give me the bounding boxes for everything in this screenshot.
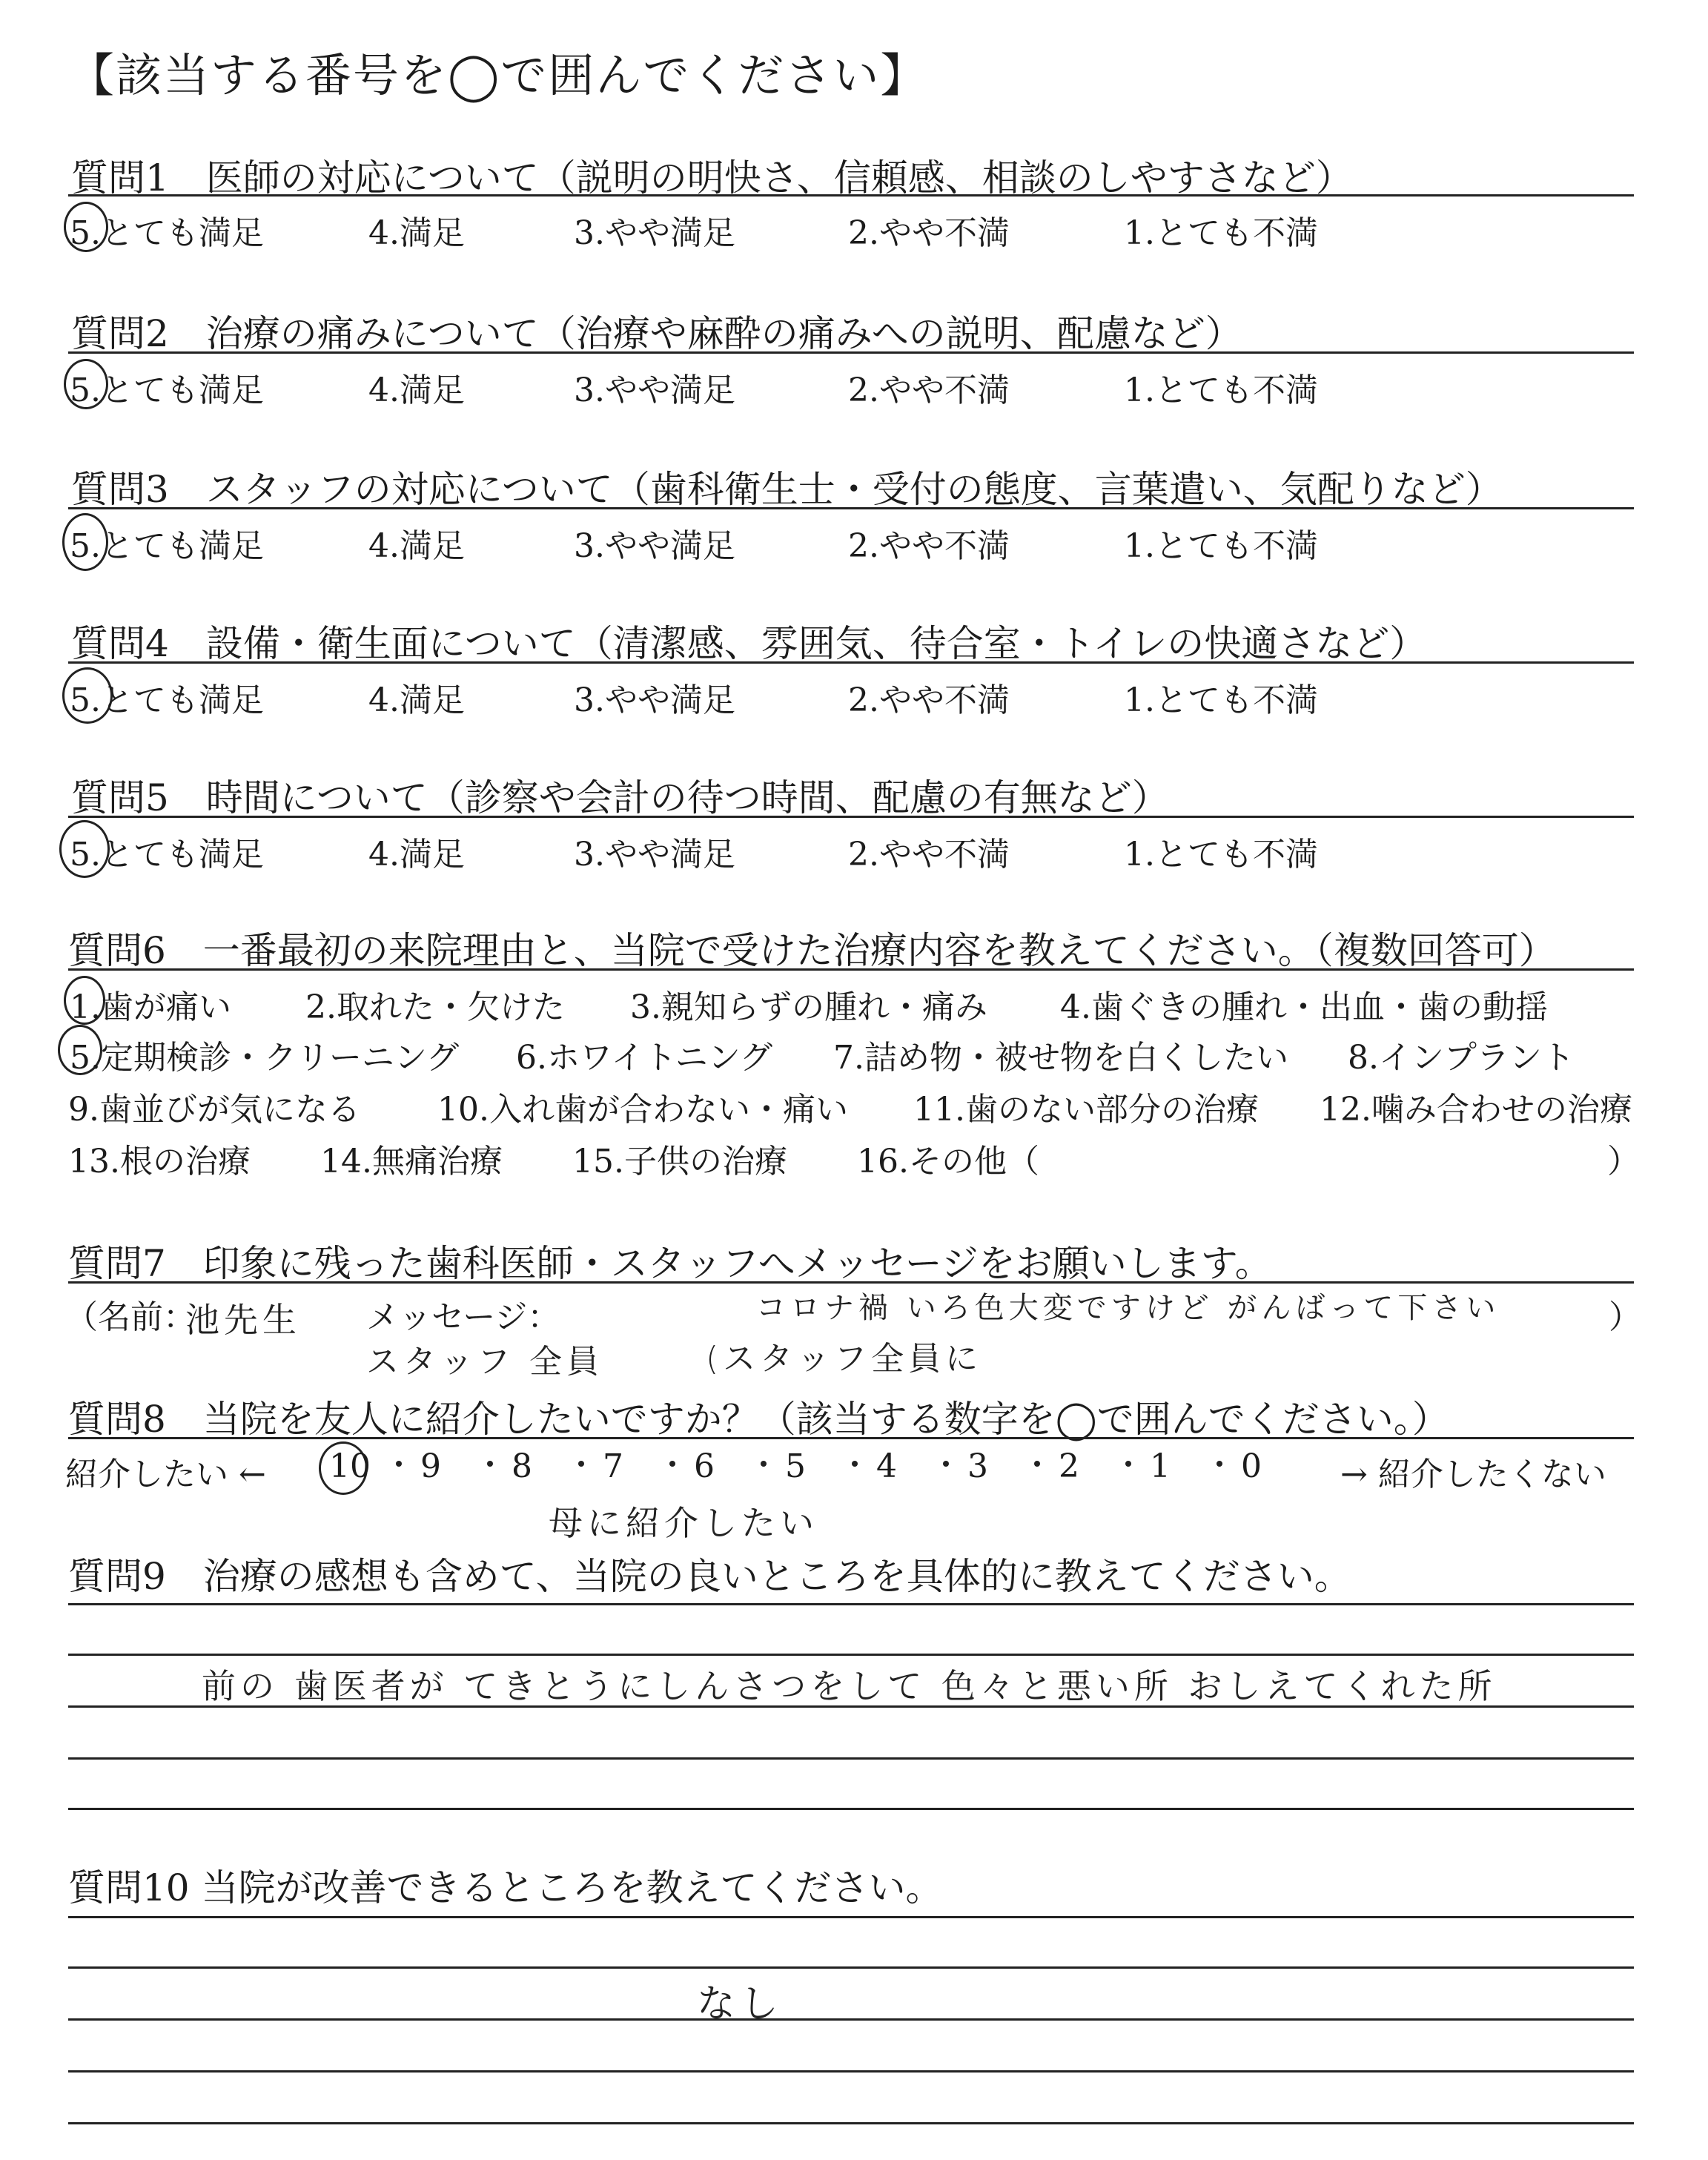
- answer-line: [68, 2070, 1634, 2073]
- q6-option-3[interactable]: 3.親知らずの腫れ・痛み: [630, 988, 987, 1026]
- separator-dot: [852, 1461, 858, 1467]
- q6-option-10[interactable]: 10.入れ歯が合わない・痛い: [437, 1091, 848, 1129]
- option-3[interactable]: 3.やや満足: [574, 214, 735, 252]
- q6-option-13[interactable]: 13.根の治療: [68, 1143, 251, 1180]
- answer-line: [68, 1757, 1634, 1760]
- option-5[interactable]: 5.とても満足: [70, 371, 264, 409]
- question-6-title: 質問6 一番最初の来院理由と、当院で受けた治療内容を教えてください。（複数回答可）: [68, 929, 1556, 972]
- option-4[interactable]: 4.満足: [368, 214, 465, 252]
- option-3[interactable]: 3.やや満足: [574, 371, 735, 409]
- option-2[interactable]: 2.やや不満: [848, 681, 1010, 719]
- separator-dot: [396, 1461, 402, 1467]
- option-2[interactable]: 2.やや不満: [848, 836, 1010, 873]
- q6-option-2[interactable]: 2.取れた・欠けた: [305, 988, 565, 1026]
- handwritten-name[interactable]: 池先生: [185, 1300, 301, 1340]
- q6-option-6[interactable]: 6.ホワイトニング: [516, 1039, 773, 1077]
- option-4[interactable]: 4.満足: [368, 371, 465, 409]
- q6-option-9[interactable]: 9.歯並びが気になる: [68, 1091, 360, 1129]
- q6-option-5[interactable]: 5.定期検診・クリーニング: [70, 1039, 460, 1077]
- message-label: メッセージ：: [366, 1298, 560, 1336]
- separator-dot: [578, 1461, 584, 1467]
- option-5[interactable]: 5.とても満足: [70, 527, 264, 565]
- divider: [68, 507, 1634, 509]
- option-2[interactable]: 2.やや不満: [848, 527, 1010, 565]
- separator-dot: [487, 1461, 493, 1467]
- answer-line: [68, 1603, 1634, 1605]
- handwritten-message-line2[interactable]: (スタッフ全員に: [706, 1340, 983, 1378]
- option-1[interactable]: 1.とても不満: [1124, 214, 1318, 252]
- answer-line: [68, 1705, 1634, 1708]
- q6-option-11[interactable]: 11.歯のない部分の治療: [913, 1091, 1259, 1129]
- handwritten-note[interactable]: 母に紹介したい: [549, 1503, 818, 1543]
- question-1-title: 質問1 医師の対応について（説明の明快さ、信頼感、相談のしやすさなど）: [71, 156, 1353, 199]
- q6-option-4[interactable]: 4.歯ぐきの腫れ・出血・歯の動揺: [1060, 988, 1548, 1026]
- q6-option-7[interactable]: 7.詰め物・被せ物を白くしたい: [833, 1039, 1288, 1077]
- question-10-title: 質問10 当院が改善できるところを教えてください。: [68, 1866, 943, 1909]
- separator-dot: [669, 1461, 675, 1467]
- q6-option-14[interactable]: 14.無痛治療: [320, 1143, 503, 1180]
- q6-option-1[interactable]: 1.歯が痛い: [70, 988, 231, 1026]
- option-3[interactable]: 3.やや満足: [574, 836, 735, 873]
- divider: [68, 1281, 1634, 1284]
- handwritten-message[interactable]: コロナ禍 いろ色大変ですけど がんばって下さい: [756, 1291, 1500, 1325]
- q6-option-8[interactable]: 8.インプラント: [1348, 1039, 1575, 1077]
- recommend-option-3[interactable]: 3: [967, 1447, 988, 1485]
- recommend-right-label: → 紹介したくない: [1340, 1456, 1606, 1493]
- option-4[interactable]: 4.満足: [368, 836, 465, 873]
- option-5[interactable]: 5.とても満足: [70, 214, 264, 252]
- q6-option-15[interactable]: 15.子供の治療: [572, 1143, 787, 1180]
- separator-dot: [1125, 1461, 1131, 1467]
- answer-line: [68, 1808, 1634, 1810]
- question-7-title: 質問7 印象に残った歯科医師・スタッフへメッセージをお願いします。: [68, 1242, 1272, 1285]
- recommend-left-label: 紹介したい ←: [65, 1456, 266, 1493]
- option-1[interactable]: 1.とても不満: [1124, 836, 1318, 873]
- option-2[interactable]: 2.やや不満: [848, 371, 1010, 409]
- q6-option-16[interactable]: 16.その他（: [857, 1143, 1039, 1180]
- answer-line: [68, 2122, 1634, 2124]
- question-2-title: 質問2 治療の痛みについて（治療や麻酔の痛みへの説明、配慮など）: [71, 312, 1242, 355]
- recommend-option-8[interactable]: 8: [512, 1447, 532, 1485]
- option-1[interactable]: 1.とても不満: [1124, 371, 1318, 409]
- divider: [68, 194, 1634, 196]
- separator-dot: [761, 1461, 767, 1467]
- option-5[interactable]: 5.とても満足: [70, 836, 264, 873]
- option-3[interactable]: 3.やや満足: [574, 681, 735, 719]
- recommend-option-5[interactable]: 5: [785, 1447, 806, 1485]
- q6-option-12[interactable]: 12.噛み合わせの治療: [1320, 1091, 1632, 1129]
- question-4-title: 質問4 設備・衛生面について（清潔感、雰囲気、待合室・トイレの快適さなど）: [71, 622, 1427, 665]
- recommend-option-0[interactable]: 0: [1241, 1447, 1262, 1485]
- question-8-title: 質問8 当院を友人に紹介したいですか？（該当する数字を◯で囲んでください。）: [68, 1398, 1449, 1441]
- recommend-option-6[interactable]: 6: [694, 1447, 715, 1485]
- q6-option-16-close: ）: [1607, 1143, 1640, 1180]
- separator-dot: [1034, 1461, 1040, 1467]
- handwritten-answer[interactable]: 前の 歯医者が てきとうにしんさつをして 色々と悪い所 おしえてくれた所: [202, 1666, 1497, 1706]
- option-4[interactable]: 4.満足: [368, 681, 465, 719]
- recommend-option-4[interactable]: 4: [876, 1447, 897, 1485]
- question-3-title: 質問3 スタッフの対応について（歯科衛生士・受付の態度、言葉遣い、気配りなど）: [71, 468, 1503, 511]
- option-1[interactable]: 1.とても不満: [1124, 681, 1318, 719]
- recommend-option-1[interactable]: 1: [1150, 1447, 1171, 1485]
- separator-dot: [1217, 1461, 1222, 1467]
- divider: [68, 661, 1634, 664]
- message-close-paren: ）: [1609, 1298, 1641, 1336]
- answer-line: [68, 2018, 1634, 2021]
- option-5[interactable]: 5.とても満足: [70, 681, 264, 719]
- option-2[interactable]: 2.やや不満: [848, 214, 1010, 252]
- divider: [68, 816, 1634, 818]
- answer-line: [68, 1966, 1634, 1969]
- answer-line: [68, 1654, 1634, 1656]
- handwritten-answer[interactable]: なし: [697, 1982, 784, 2027]
- recommend-option-7[interactable]: 7: [603, 1447, 623, 1485]
- separator-dot: [943, 1461, 949, 1467]
- divider: [68, 968, 1634, 971]
- recommend-option-10[interactable]: 10: [329, 1447, 371, 1485]
- name-label: （名前：: [65, 1298, 196, 1336]
- answer-line: [68, 1916, 1634, 1918]
- handwritten-staff[interactable]: スタッフ 全員: [366, 1343, 603, 1381]
- divider: [68, 351, 1634, 354]
- recommend-option-2[interactable]: 2: [1059, 1447, 1079, 1485]
- recommend-option-9[interactable]: 9: [420, 1447, 441, 1485]
- page-title: 【該当する番号を◯で囲んでください】: [68, 48, 928, 102]
- option-4[interactable]: 4.満足: [368, 527, 465, 565]
- divider: [68, 1437, 1634, 1439]
- question-5-title: 質問5 時間について（診察や会計の待つ時間、配慮の有無など）: [71, 776, 1169, 819]
- question-9-title: 質問9 治療の感想も含めて、当院の良いところを具体的に教えてください。: [68, 1555, 1351, 1598]
- option-3[interactable]: 3.やや満足: [574, 527, 735, 565]
- option-1[interactable]: 1.とても不満: [1124, 527, 1318, 565]
